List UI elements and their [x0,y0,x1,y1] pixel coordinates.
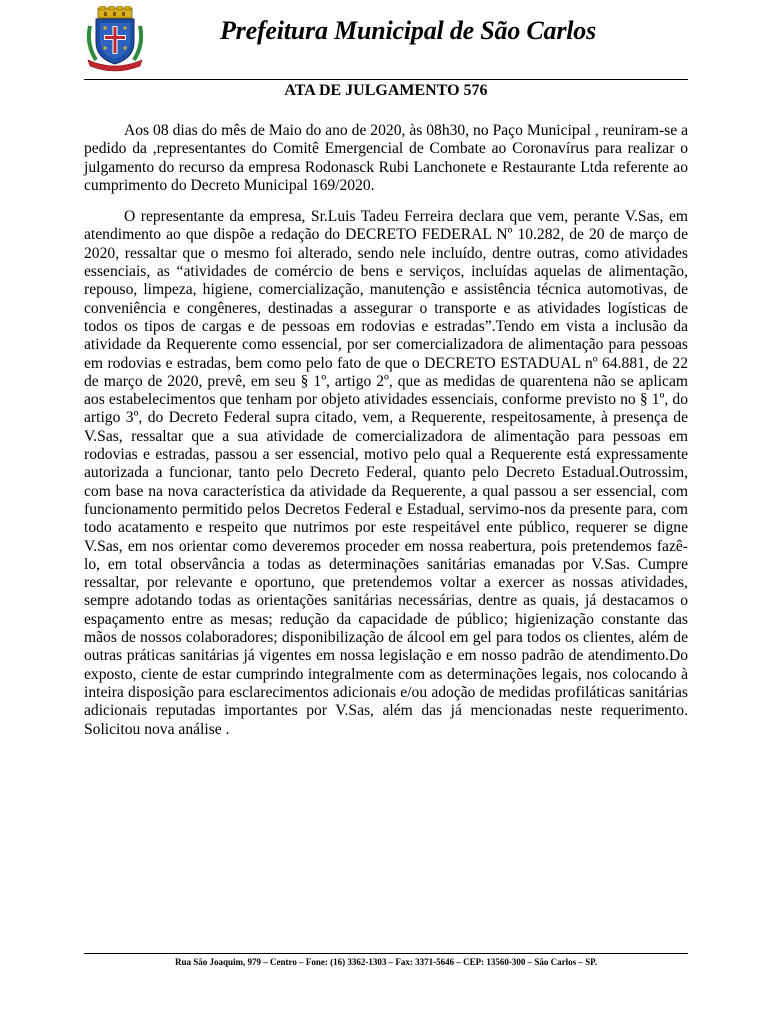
paragraph: O representante da empresa, Sr.Luis Tadeu Ferreira declara que vem, perante V.Sas, em atendimento ao que dispõe a redação do DECRETO FEDERAL Nº 10.282, de 20 de março de 2020, ressaltar que o mesmo foi alterado, sendo nele incluído, dentre outras, como atividades essenciais, as “atividades de comércio de bens e serviços, incluídas aquelas de alimentação, repouso, limpeza, higiene, comercialização, manutenção e assistência técnica automotivas, de conveniência e congêneres, destinadas a assegurar o transporte e as atividades logísticas de todos os tipos de cargas e de pessoas em rodovias e estradas”.Tendo em vista a inclusão da atividade da Requerente como essencial, por ser comercializadora de alimentação para pessoas em rodovias e estradas, bem como pelo fato de que o DECRETO ESTADUAL nº 64.881, de 22 de março de 2020, prevê, em seu § 1º, artigo 2º, que as medidas de quarentena não se aplicam aos estabelecimentos que tenham por objeto atividades essenciais, conforme previsto no § 1º, do artigo 3º, do Decreto Federal supra citado, vem, a Requerente, respeitosamente, à presença de V.Sas, ressaltar que a sua atividade de comercializadora de alimentação para pessoas em rodovias e estradas, passou a ser essencial, motivo pelo qual a Requerente está expressamente autorizada a funcionar, tanto pelo Decreto Federal, quanto pelo Decreto Estadual.Outrossim, com base na nova característica da atividade da Requerente, a qual passou a ser essencial, com funcionamento permitido pelos Decretos Federal e Estadual, servimo-nos da presente para, com todo acatamento e respeito que nutrimos por este respeitável ente público, requerer se digne V.Sas, em nos orientar como deveremos proceder em nossa reabertura, pois pretendemos fazê-lo, em total observância a todas as determinações sanitárias emanadas por V.Sas. Cumpre ressaltar, por relevante e oportuno, que pretendemos voltar a exercer as nossas atividades, sempre adotando todas as orientações sanitárias necessárias, dentre as quais, já destacamos o espaçamento entre as mesas; redução da capacidade de público; higienização constante das mãos de nossos colaboradores; disponibilização de álcool em gel para todos os clientes, além de outras práticas sanitárias já vigentes em nossa legislação e em nosso padrão de atendimento.Do exposto, ciente de estar cumprindo integralmente com as determinações legais, nos colocando à inteira disposição para esclarecimentos adicionais e/ou adoção de medidas profiláticas sanitárias adicionais reputadas importantes por V.Sas, além das já mencionadas neste requerimento. Solicitou nova análise . [84,208,688,738]
letterhead [84,6,688,72]
coat-of-arms-icon [84,6,146,72]
header-divider [84,79,688,80]
footer-address: Rua São Joaquim, 979 – Centro – Fone: (16) 3362-1303 – Fax: 3371-5646 – CEP: 13560-300 – São Carlos – SP. [175,957,597,967]
paragraph: Aos 08 dias do mês de Maio do ano de 2020, às 08h30, no Paço Municipal , reuniram-se a pedido da ,representantes do Comitê Emergencial de Combate ao Coronavírus para realizar o julgamento do recurso da empresa Rodonasck Rubi Lanchonete e Restaurante Ltda referente ao cumprimento do Decreto Municipal 169/2020. [84,122,688,194]
document-body [84,122,688,752]
document-title: ATA DE JULGAMENTO 576 [284,82,488,99]
footer-divider [84,953,688,954]
header-title: Prefeitura Municipal de São Carlos [220,16,597,45]
